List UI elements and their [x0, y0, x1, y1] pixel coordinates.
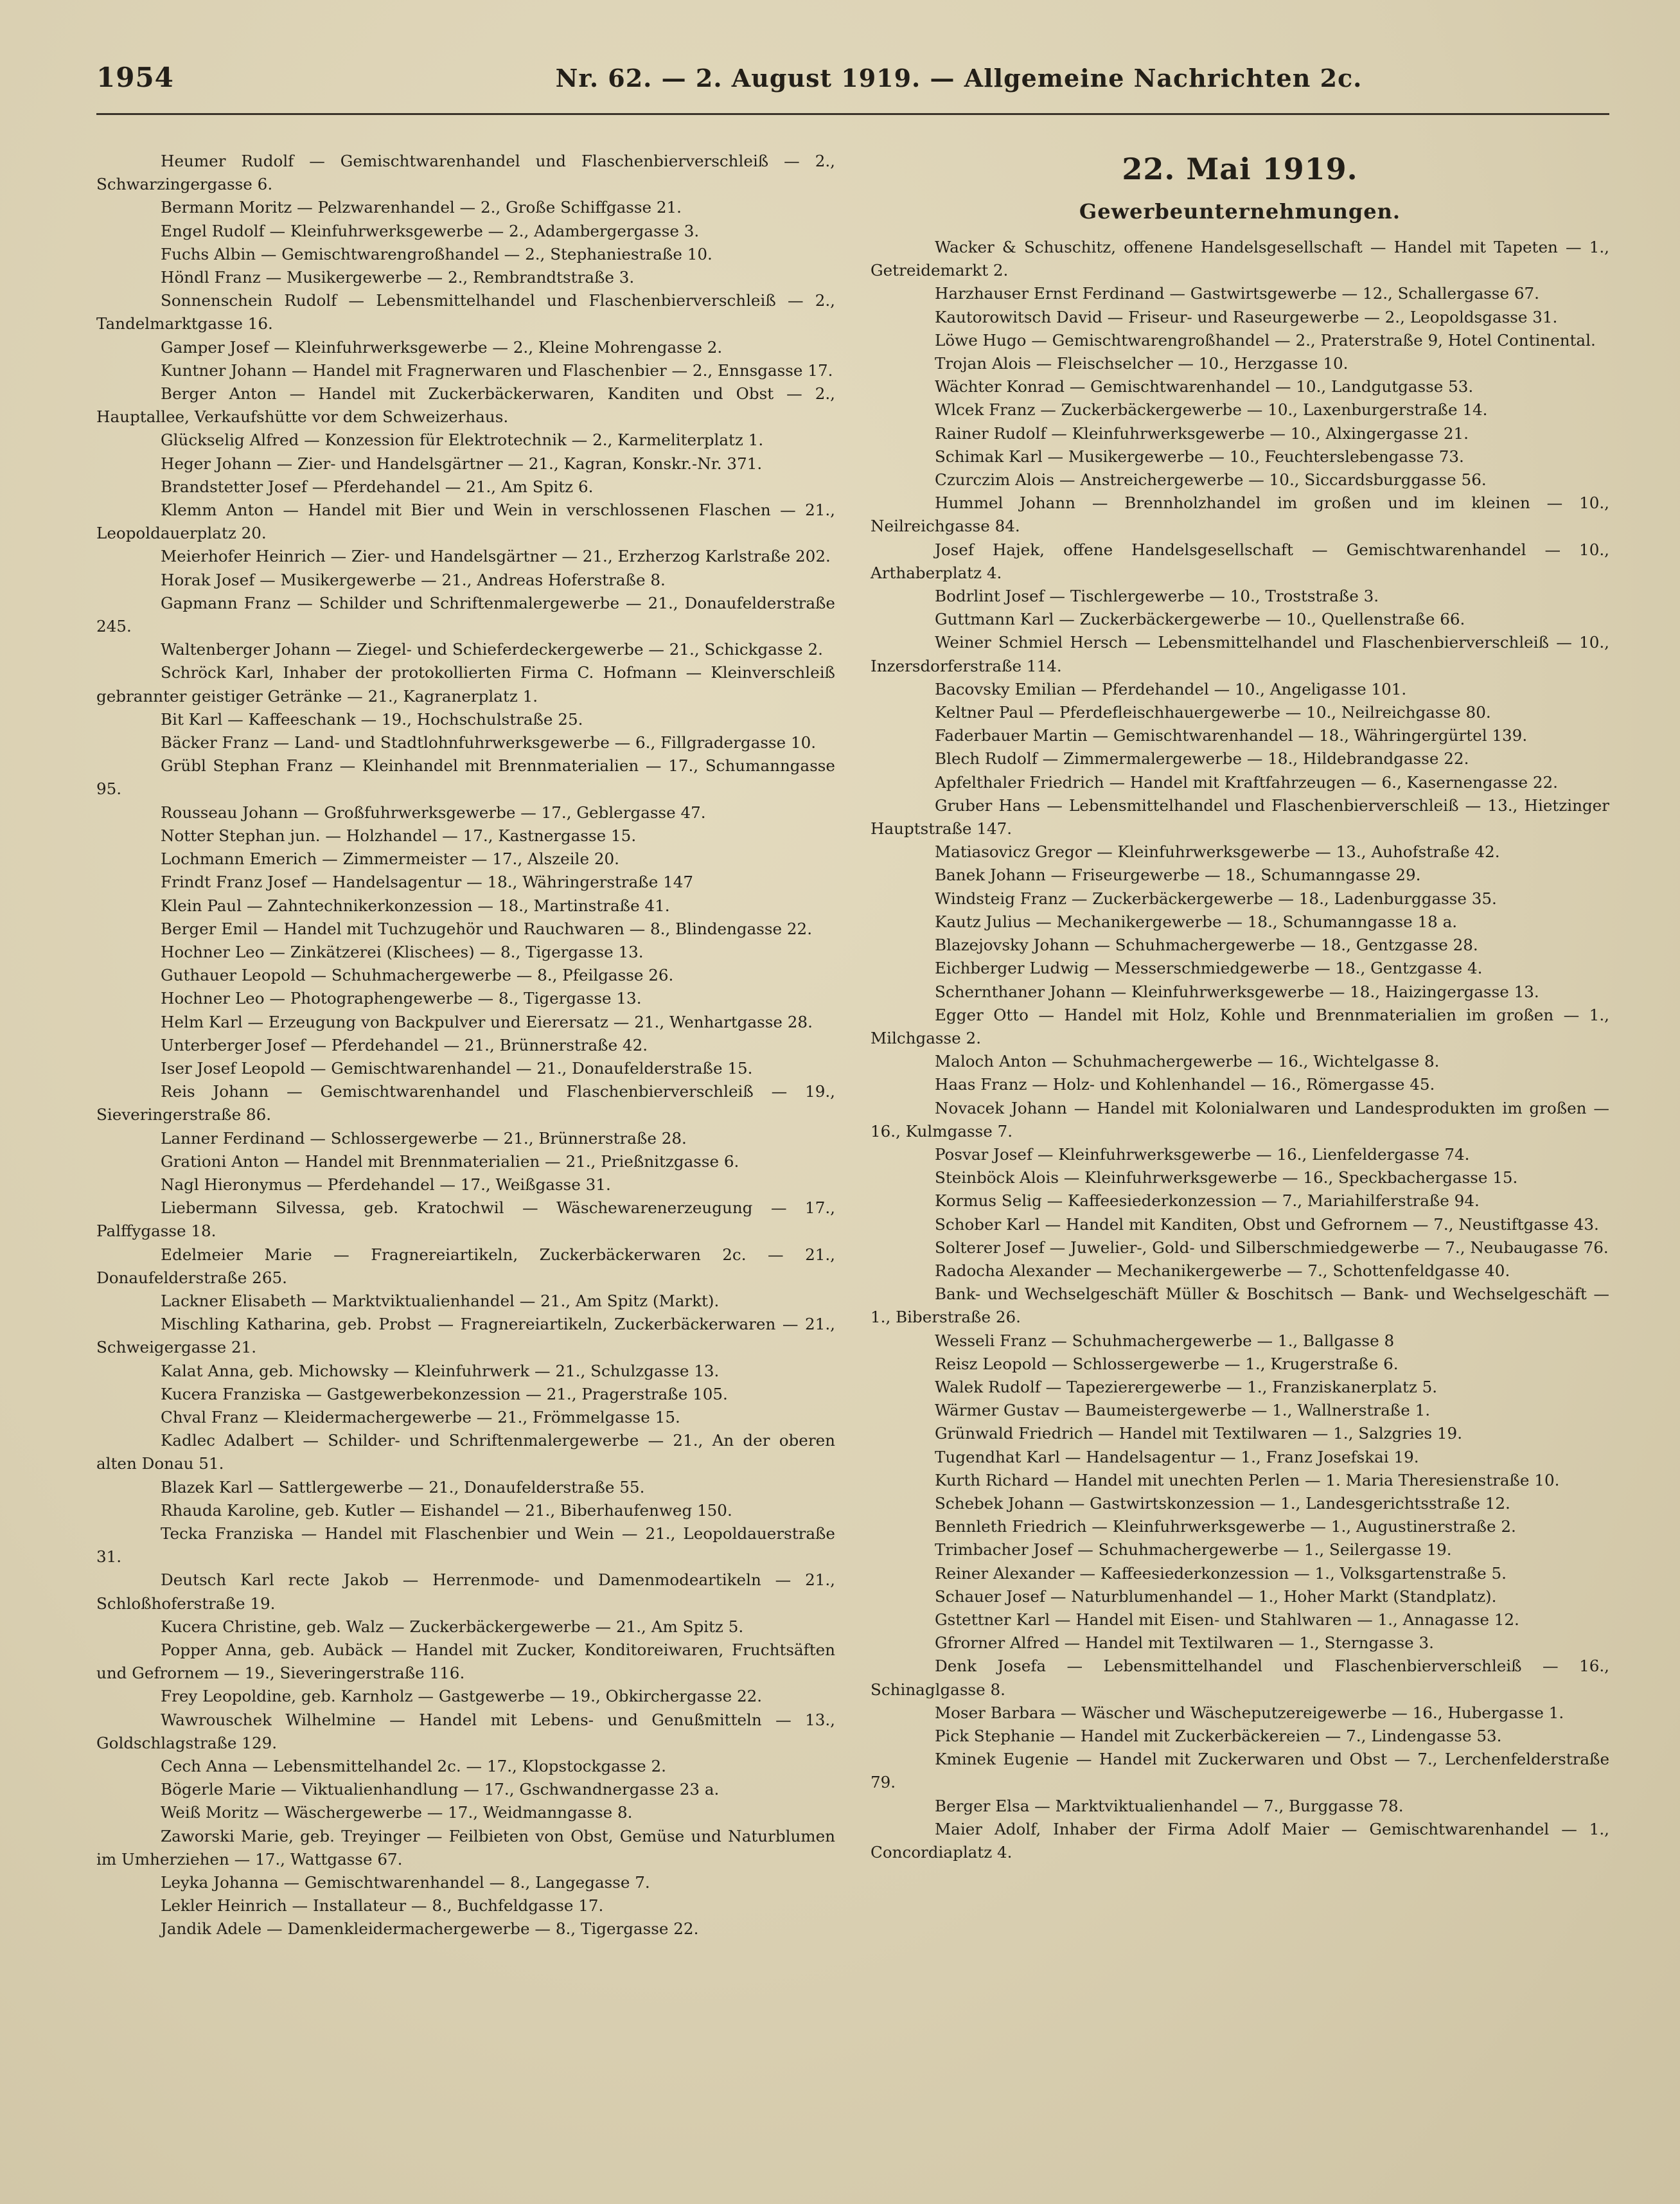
register-entry: Novacek Johann — Handel mit Kolonialwaren und Landesprodukten im großen — 16., Kulmgasse 7.	[871, 1098, 1609, 1141]
register-entry: Rousseau Johann — Großfuhrwerksgewerbe — 17., Geblergasse 47.	[161, 803, 706, 822]
register-entry: Steinböck Alois — Kleinfuhrwerksgewerbe — 16., Speckbachergasse 15.	[935, 1168, 1518, 1187]
register-entry: Klemm Anton — Handel mit Bier und Wein in verschlossenen Flaschen — 21., Leopoldauerplatz 20.	[96, 501, 835, 543]
register-entry: Berger Elsa — Marktviktualienhandel — 7., Burggasse 78.	[935, 1796, 1404, 1815]
register-entry: Popper Anna, geb. Aubäck — Handel mit Zucker, Konditoreiwaren, Fruchtsäften und Gefrornem — 19., Sieveringerstraße 116.	[96, 1640, 835, 1683]
register-entry: Löwe Hugo — Gemischtwarengroßhandel — 2., Praterstraße 9, Hotel Continental.	[935, 330, 1596, 350]
register-entry: Trojan Alois — Fleischselcher — 10., Herzgasse 10.	[935, 354, 1348, 373]
register-entry: Berger Anton — Handel mit Zuckerbäckerwaren, Kanditen und Obst — 2., Hauptallee, Verkaufshütte vor dem Schweizerhaus.	[96, 384, 835, 427]
register-entry: Klein Paul — Zahntechnikerkonzession — 18., Martinstraße 41.	[161, 896, 670, 915]
register-entry: Trimbacher Josef — Schuhmachergewerbe — 1., Seilergasse 19.	[935, 1540, 1452, 1560]
register-entry: Leyka Johanna — Gemischtwarenhandel — 8., Langegasse 7.	[161, 1873, 650, 1892]
register-entry: Hochner Leo — Zinkätzerei (Klischees) — 8., Tigergasse 13.	[161, 942, 644, 961]
register-entry: Radocha Alexander — Mechanikergewerbe — 7., Schottenfeldgasse 40.	[935, 1261, 1510, 1280]
register-entry: Bögerle Marie — Viktualienhandlung — 17., Gschwandnergasse 23 a.	[161, 1780, 720, 1799]
register-entry: Moser Barbara — Wäscher und Wäscheputzereigewerbe — 16., Hubergasse 1.	[935, 1703, 1564, 1722]
register-entry: Chval Franz — Kleidermachergewerbe — 21., Frömmelgasse 15.	[161, 1407, 680, 1426]
register-entry: Schauer Josef — Naturblumenhandel — 1., Hoher Markt (Standplatz).	[935, 1586, 1497, 1606]
register-entry: Engel Rudolf — Kleinfuhrwerksgewerbe — 2., Adambergergasse 3.	[161, 221, 700, 240]
register-entry: Fuchs Albin — Gemischtwarengroßhandel — 2., Stephaniestraße 10.	[161, 244, 712, 263]
register-entry: Schebek Johann — Gastwirtskonzession — 1., Landesgerichtsstraße 12.	[935, 1493, 1510, 1513]
register-entry: Posvar Josef — Kleinfuhrwerksgewerbe — 16., Lienfeldergasse 74.	[935, 1144, 1470, 1164]
columns	[96, 150, 1609, 1941]
register-entry: Gruber Hans — Lebensmittelhandel und Flaschenbierverschleiß — 13., Hietzinger Hauptstraße 147.	[871, 795, 1609, 839]
register-entry: Josef Hajek, offene Handelsgesellschaft — Gemischtwarenhandel — 10., Arthaberplatz 4.	[871, 540, 1609, 582]
register-entry: Gapmann Franz — Schilder und Schriftenmalergewerbe — 21., Donaufelderstraße 245.	[96, 593, 835, 636]
register-entry: Grünwald Friedrich — Handel mit Textilwaren — 1., Salzgries 19.	[935, 1424, 1463, 1443]
register-entry: Bacovsky Emilian — Pferdehandel — 10., Angeligasse 101.	[935, 679, 1407, 698]
register-entry: Keltner Paul — Pferdefleischhauergewerbe — 10., Neilreichgasse 80.	[935, 703, 1491, 722]
register-entry: Blazejovsky Johann — Schuhmachergewerbe — 18., Gentzgasse 28.	[935, 936, 1478, 955]
register-entry: Weiner Schmiel Hersch — Lebensmittelhandel und Flaschenbierverschleiß — 10., Inzersdorferstraße 114.	[871, 633, 1609, 675]
register-entry: Höndl Franz — Musikergewerbe — 2., Rembrandtstraße 3.	[161, 268, 635, 287]
register-entry: Kucera Christine, geb. Walz — Zuckerbäckergewerbe — 21., Am Spitz 5.	[161, 1617, 744, 1636]
register-entry: Guttmann Karl — Zuckerbäckergewerbe — 10., Quellenstraße 66.	[935, 610, 1465, 629]
register-entry: Edelmeier Marie — Fragnereiartikeln, Zuckerbäckerwaren 2c. — 21., Donaufelderstraße 265.	[96, 1245, 835, 1287]
page-header	[96, 62, 1609, 115]
register-entry: Kminek Eugenie — Handel mit Zuckerwaren und Obst — 7., Lerchenfelderstraße 79.	[871, 1750, 1609, 1792]
register-entry: Gamper Josef — Kleinfuhrwerksgewerbe — 2., Kleine Mohrengasse 2.	[161, 337, 723, 357]
register-entry: Meierhofer Heinrich — Zier- und Handelsgärtner — 21., Erzherzog Karlstraße 202.	[161, 547, 831, 566]
register-entry: Nagl Hieronymus — Pferdehandel — 17., Weißgasse 31.	[161, 1175, 611, 1194]
left-column	[96, 150, 835, 1941]
register-entry: Reisz Leopold — Schlossergewerbe — 1., Krugerstraße 6.	[935, 1354, 1399, 1373]
register-entry: Liebermann Silvessa, geb. Kratochwil — Wäschewarenerzeugung — 17., Palffygasse 18.	[96, 1198, 835, 1241]
register-entry: Apfelthaler Friedrich — Handel mit Kraftfahrzeugen — 6., Kasernengasse 22.	[935, 772, 1558, 792]
register-entry: Lanner Ferdinand — Schlossergewerbe — 21., Brünnerstraße 28.	[161, 1128, 687, 1148]
register-entry: Kalat Anna, geb. Michowsky — Kleinfuhrwerk — 21., Schulzgasse 13.	[161, 1361, 720, 1380]
register-entry: Schröck Karl, Inhaber der protokollierten Firma C. Hofmann — Kleinverschleiß gebrannter geistiger Getränke — 21., Kagranerplatz 1.	[96, 663, 835, 706]
register-entry: Kormus Selig — Kaffeesiederkonzession — 7., Mariahilferstraße 94.	[935, 1191, 1480, 1211]
register-entry: Haas Franz — Holz- und Kohlenhandel — 16., Römergasse 45.	[935, 1075, 1435, 1094]
register-entry: Lackner Elisabeth — Marktviktualienhandel — 21., Am Spitz (Markt).	[161, 1291, 720, 1310]
register-entry: Helm Karl — Erzeugung von Backpulver und Eierersatz — 21., Wenhartgasse 28.	[161, 1012, 813, 1031]
register-entry: Blazek Karl — Sattlergewerbe — 21., Donaufelderstraße 55.	[161, 1477, 645, 1497]
page-number: 1954	[96, 62, 174, 93]
register-entry: Tecka Franziska — Handel mit Flaschenbier und Wein — 21., Leopoldauerstraße 31.	[96, 1524, 835, 1567]
register-entry: Heumer Rudolf — Gemischtwarenhandel und Flaschenbierverschleiß — 2., Schwarzingergasse 6.	[96, 152, 835, 194]
date-heading: 22. Mai 1919.	[1122, 152, 1358, 186]
register-entry: Bermann Moritz — Pelzwarenhandel — 2., Große Schiffgasse 21.	[161, 198, 682, 217]
register-entry: Gstettner Karl — Handel mit Eisen- und Stahlwaren — 1., Annagasse 12.	[935, 1610, 1519, 1629]
register-entry: Glückselig Alfred — Konzession für Elektrotechnik — 2., Karmeliterplatz 1.	[161, 431, 764, 450]
register-entry: Wlcek Franz — Zuckerbäckergewerbe — 10., Laxenburgerstraße 14.	[935, 400, 1488, 420]
register-entry: Grübl Stephan Franz — Kleinhandel mit Brennmaterialien — 17., Schumanngasse 95.	[96, 756, 835, 799]
register-entry: Gfrorner Alfred — Handel mit Textilwaren — 1., Sterngasse 3.	[935, 1633, 1434, 1653]
register-entry: Wacker & Schuschitz, offenene Handelsgesellschaft — Handel mit Tapeten — 1., Getreidemarkt 2.	[871, 238, 1609, 280]
register-entry: Maier Adolf, Inhaber der Firma Adolf Maier — Gemischtwarenhandel — 1., Concordiaplatz 4.	[871, 1819, 1609, 1862]
register-entry: Bit Karl — Kaffeeschank — 19., Hochschulstraße 25.	[161, 709, 583, 729]
register-entry: Bäcker Franz — Land- und Stadtlohnfuhrwerksgewerbe — 6., Fillgradergasse 10.	[161, 733, 817, 752]
register-entry: Rhauda Karoline, geb. Kutler — Eishandel — 21., Biberhaufenweg 150.	[161, 1500, 732, 1520]
register-entry: Banek Johann — Friseurgewerbe — 18., Schumanngasse 29.	[935, 866, 1421, 885]
register-entry: Horak Josef — Musikergewerbe — 21., Andreas Hoferstraße 8.	[161, 570, 666, 589]
register-entry: Wesseli Franz — Schuhmachergewerbe — 1., Ballgasse 8	[935, 1331, 1395, 1350]
register-entry: Kadlec Adalbert — Schilder- und Schriftenmalergewerbe — 21., An der oberen alten Donau 51.	[96, 1431, 835, 1473]
register-entry: Grationi Anton — Handel mit Brennmaterialien — 21., Prießnitzgasse 6.	[161, 1151, 739, 1171]
register-entry: Walek Rudolf — Tapezierergewerbe — 1., Franziskanerplatz 5.	[935, 1377, 1438, 1396]
register-entry: Windsteig Franz — Zuckerbäckergewerbe — 18., Ladenburggasse 35.	[935, 889, 1497, 908]
register-entry: Unterberger Josef — Pferdehandel — 21., Brünnerstraße 42.	[161, 1035, 648, 1054]
register-entry: Frey Leopoldine, geb. Karnholz — Gastgewerbe — 19., Obkirchergasse 22.	[161, 1687, 763, 1706]
register-entry: Heger Johann — Zier- und Handelsgärtner — 21., Kagran, Konskr.-Nr. 371.	[161, 454, 763, 473]
right-column	[871, 150, 1609, 1941]
register-entry: Kautz Julius — Mechanikergewerbe — 18., Schumanngasse 18 a.	[935, 912, 1458, 931]
register-entry: Hochner Leo — Photographengewerbe — 8., Tigergasse 13.	[161, 989, 642, 1008]
register-entry: Harzhauser Ernst Ferdinand — Gastwirtsgewerbe — 12., Schallergasse 67.	[935, 284, 1539, 303]
register-entry: Frindt Franz Josef — Handelsagentur — 18., Währingerstraße 147	[161, 873, 694, 892]
register-entry: Sonnenschein Rudolf — Lebensmittelhandel und Flaschenbierverschleiß — 2., Tandelmarktgasse 16.	[96, 291, 835, 333]
register-entry: Matiasovicz Gregor — Kleinfuhrwerksgewerbe — 13., Auhofstraße 42.	[935, 842, 1500, 862]
page-header-title: Nr. 62. — 2. August 1919. — Allgemeine Nachrichten 2c.	[555, 64, 1363, 93]
register-entry: Hummel Johann — Brennholzhandel im großen und im kleinen — 10., Neilreichgasse 84.	[871, 493, 1609, 536]
register-entry: Guthauer Leopold — Schuhmachergewerbe — 8., Pfeilgasse 26.	[161, 966, 674, 985]
right-entries	[871, 236, 1609, 1864]
register-entry: Egger Otto — Handel mit Holz, Kohle und Brennmaterialien im großen — 1., Milchgasse 2.	[871, 1005, 1609, 1047]
register-entry: Rainer Rudolf — Kleinfuhrwerksgewerbe — 10., Alxingergasse 21.	[935, 423, 1469, 443]
register-entry: Tugendhat Karl — Handelsagentur — 1., Franz Josefskai 19.	[935, 1447, 1419, 1466]
register-entry: Pick Stephanie — Handel mit Zuckerbäckereien — 7., Lindengasse 53.	[935, 1727, 1502, 1745]
register-entry: Faderbauer Martin — Gemischtwarenhandel — 18., Währingergürtel 139.	[935, 726, 1528, 745]
register-entry: Weiß Moritz — Wäschergewerbe — 17., Weidmanngasse 8.	[161, 1803, 633, 1822]
register-entry: Wawrouschek Wilhelmine — Handel mit Lebens- und Genußmitteln — 13., Goldschlagstraße 129.	[96, 1710, 835, 1752]
register-entry: Lochmann Emerich — Zimmermeister — 17., Alszeile 20.	[161, 849, 619, 869]
register-entry: Bodrlint Josef — Tischlergewerbe — 10., Troststraße 3.	[935, 587, 1379, 606]
register-entry: Lekler Heinrich — Installateur — 8., Buchfeldgasse 17.	[161, 1896, 604, 1915]
register-entry: Eichberger Ludwig — Messerschmiedgewerbe — 18., Gentzgasse 4.	[935, 959, 1483, 978]
register-entry: Kuntner Johann — Handel mit Fragnerwaren und Flaschenbier — 2., Ennsgasse 17.	[161, 360, 833, 380]
register-entry: Reiner Alexander — Kaffeesiederkonzession — 1., Volksgartenstraße 5.	[935, 1563, 1507, 1583]
register-entry: Blech Rudolf — Zimmermalergewerbe — 18., Hildebrandgasse 22.	[935, 749, 1469, 769]
register-entry: Solterer Josef — Juwelier-, Gold- und Silberschmiedgewerbe — 7., Neubaugasse 76.	[935, 1238, 1609, 1257]
register-entry: Schernthaner Johann — Kleinfuhrwerksgewerbe — 18., Haizingergasse 13.	[935, 982, 1539, 1001]
register-entry: Bennleth Friedrich — Kleinfuhrwerksgewerbe — 1., Augustinerstraße 2.	[935, 1517, 1516, 1536]
register-entry: Wärmer Gustav — Baumeistergewerbe — 1., Wallnerstraße 1.	[935, 1401, 1431, 1420]
register-entry: Denk Josefa — Lebensmittelhandel und Flaschenbierverschleiß — 16., Schinaglgasse 8.	[871, 1657, 1609, 1699]
register-entry: Wächter Konrad — Gemischtwarenhandel — 10., Landgutgasse 53.	[935, 377, 1474, 396]
register-entry: Czurczim Alois — Anstreichergewerbe — 10., Siccardsburggasse 56.	[935, 470, 1487, 490]
section-heading: Gewerbeunternehmungen.	[1079, 199, 1401, 224]
register-entry: Cech Anna — Lebensmittelhandel 2c. — 17., Klopstockgasse 2.	[161, 1757, 666, 1776]
register-entry: Notter Stephan jun. — Holzhandel — 17., Kastnergasse 15.	[161, 826, 637, 845]
register-entry: Kautorowitsch David — Friseur- und Raseurgewerbe — 2., Leopoldsgasse 31.	[935, 307, 1558, 326]
register-entry: Waltenberger Johann — Ziegel- und Schieferdeckergewerbe — 21., Schickgasse 2.	[161, 640, 823, 659]
register-entry: Iser Josef Leopold — Gemischtwarenhandel — 21., Donaufelderstraße 15.	[161, 1058, 753, 1078]
register-entry: Zaworski Marie, geb. Treyinger — Feilbieten von Obst, Gemüse und Naturblumen im Umherziehen — 17., Wattgasse 67.	[96, 1826, 835, 1869]
register-entry: Jandik Adele — Damenkleidermachergewerbe — 8., Tigergasse 22.	[161, 1919, 699, 1939]
register-entry: Mischling Katharina, geb. Probst — Fragnereiartikeln, Zuckerbäckerwaren — 21., Schweigergasse 21.	[96, 1315, 835, 1357]
register-entry: Maloch Anton — Schuhmachergewerbe — 16., Wichtelgasse 8.	[935, 1052, 1440, 1071]
register-entry: Schimak Karl — Musikergewerbe — 10., Feuchterslebengasse 73.	[935, 447, 1464, 466]
register-entry: Bank- und Wechselgeschäft Müller & Boschitsch — Bank- und Wechselgeschäft — 1., Biberstraße 26.	[871, 1284, 1609, 1327]
register-entry: Deutsch Karl recte Jakob — Herrenmode- und Damenmodeartikeln — 21., Schloßhoferstraße 19.	[96, 1570, 835, 1613]
register-entry: Kurth Richard — Handel mit unechten Perlen — 1. Maria Theresienstraße 10.	[935, 1470, 1560, 1489]
register-entry: Schober Karl — Handel mit Kanditen, Obst und Gefrornem — 7., Neustiftgasse 43.	[935, 1214, 1599, 1234]
register-entry: Reis Johann — Gemischtwarenhandel und Flaschenbierverschleiß — 19., Sieveringerstraße 86.	[96, 1082, 835, 1124]
register-entry: Kucera Franziska — Gastgewerbekonzession — 21., Pragerstraße 105.	[161, 1384, 728, 1403]
register-entry: Berger Emil — Handel mit Tuchzugehör und Rauchwaren — 8., Blindengasse 22.	[161, 919, 813, 938]
register-entry: Brandstetter Josef — Pferdehandel — 21., Am Spitz 6.	[161, 477, 594, 496]
